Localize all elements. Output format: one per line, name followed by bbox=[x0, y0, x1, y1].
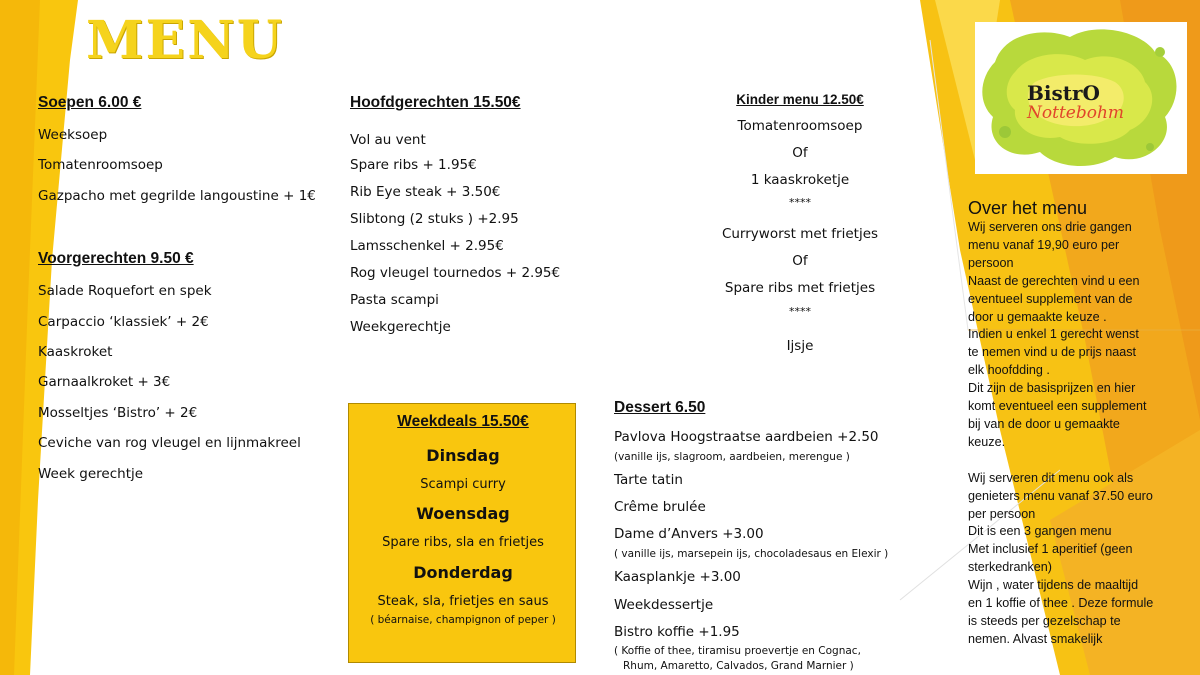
about-line: Wijn , water tijdens de maaltijd bbox=[968, 578, 1139, 593]
list-item: Week gerechtje bbox=[38, 466, 144, 482]
list-item: Crême brulée bbox=[614, 499, 706, 515]
list-item: Rib Eye steak + 3.50€ bbox=[350, 184, 501, 200]
logo-splash-icon bbox=[975, 22, 1187, 174]
about-line: en 1 koffie of thee . Deze formule bbox=[968, 596, 1154, 611]
about-line bbox=[968, 452, 1190, 470]
separator: **** bbox=[789, 196, 811, 209]
list-item: Kaasplankje +3.00 bbox=[614, 569, 741, 585]
list-item: Curryworst met frietjes bbox=[721, 226, 879, 242]
weekdeals-heading: Weekdeals 15.50€ bbox=[397, 413, 529, 430]
list-item: Spare ribs met frietjes bbox=[724, 280, 876, 296]
about-line: Wij serveren ons drie gangen bbox=[968, 220, 1132, 234]
about-line: Wij serveren dit menu ook als bbox=[968, 470, 1134, 485]
list-item: Ijsje bbox=[786, 338, 814, 354]
list-item: Mosseltjes ‘Bistro’ + 2€ bbox=[38, 405, 198, 421]
list-item: Rog vleugel tournedos + 2.95€ bbox=[350, 265, 561, 281]
list-item: Carpaccio ‘klassiek’ + 2€ bbox=[38, 314, 209, 330]
about-line: Dit zijn de basisprijzen en hier bbox=[968, 381, 1136, 396]
list-item: Bistro koffie +1.95 bbox=[614, 624, 740, 640]
list-item: Tomatenroomsoep bbox=[737, 118, 863, 134]
weekday-label: Donderdag bbox=[413, 563, 513, 582]
weekday-dish: Steak, sla, frietjes en saus bbox=[377, 594, 549, 609]
about-menu-section bbox=[968, 198, 1190, 649]
logo-line1: BistrO bbox=[1027, 81, 1100, 105]
about-line: Naast de gerechten vind u een bbox=[968, 273, 1140, 288]
list-item: Tomatenroomsoep bbox=[38, 157, 163, 173]
about-line: keuze. bbox=[968, 434, 1006, 449]
bistro-logo bbox=[975, 22, 1187, 174]
about-line: persoon bbox=[968, 255, 1014, 270]
list-item: Spare ribs + 1.95€ bbox=[350, 157, 477, 173]
list-item: Weekdessertje bbox=[614, 597, 714, 613]
sauce-note: ( béarnaise, champignon of peper ) bbox=[370, 614, 556, 626]
about-line: nemen. Alvast smakelijk bbox=[968, 631, 1103, 646]
list-item: Pasta scampi bbox=[350, 292, 439, 308]
list-item: Salade Roquefort en spek bbox=[38, 283, 212, 299]
list-item: Weekgerechtje bbox=[350, 319, 451, 335]
menu-title: MENU bbox=[86, 10, 285, 71]
list-item: Of bbox=[792, 253, 808, 269]
about-line: genieters menu vanaf 37.50 euro bbox=[968, 488, 1153, 503]
about-line: Met inclusief 1 aperitief (geen bbox=[968, 542, 1133, 557]
kinder-heading: Kinder menu 12.50€ bbox=[736, 92, 864, 107]
list-item: Weeksoep bbox=[38, 127, 108, 143]
list-item: Lamsschenkel + 2.95€ bbox=[350, 238, 504, 254]
soepen-heading: Soepen 6.00 € bbox=[38, 94, 142, 111]
hoofdgerechten-heading: Hoofdgerechten 15.50€ bbox=[350, 94, 521, 111]
list-item: Garnaalkroket + 3€ bbox=[38, 374, 171, 390]
about-line: menu vanaf 19,90 euro per bbox=[968, 237, 1120, 252]
list-item: Kaaskroket bbox=[38, 344, 113, 360]
about-line: sterkedranken) bbox=[968, 560, 1052, 575]
item-note: ( vanille ijs, marsepein ijs, chocoladesaus en Elexir ) bbox=[614, 548, 889, 560]
weekday-dish: Spare ribs, sla en frietjes bbox=[382, 535, 544, 550]
about-line: elk hoofdding . bbox=[968, 363, 1050, 378]
weekday-dish: Scampi curry bbox=[420, 477, 506, 492]
list-item: Gazpacho met gegrilde langoustine + 1€ bbox=[38, 188, 316, 204]
list-item: 1 kaaskroketje bbox=[750, 172, 850, 188]
weekday-label: Woensdag bbox=[416, 504, 510, 523]
dessert-heading: Dessert 6.50 bbox=[614, 399, 706, 416]
item-note: Rhum, Amaretto, Calvados, Grand Marnier ) bbox=[623, 660, 854, 672]
list-item: Of bbox=[792, 145, 808, 161]
about-line: door u gemaakte keuze . bbox=[968, 309, 1107, 324]
item-note: (vanille ijs, slagroom, aardbeien, merengue ) bbox=[614, 451, 850, 463]
about-line: Dit is een 3 gangen menu bbox=[968, 524, 1112, 539]
about-text bbox=[968, 219, 1190, 649]
list-item: Dame d’Anvers +3.00 bbox=[614, 526, 764, 542]
list-item: Vol au vent bbox=[350, 132, 426, 148]
separator: **** bbox=[789, 305, 811, 318]
about-heading: Over het menu bbox=[968, 198, 1088, 218]
weekday-label: Dinsdag bbox=[426, 446, 500, 465]
list-item: Tarte tatin bbox=[614, 472, 683, 488]
about-line: komt eventueel een supplement bbox=[968, 399, 1147, 414]
list-item: Slibtong (2 stuks ) +2.95 bbox=[350, 211, 519, 227]
item-note: ( Koffie of thee, tiramisu proevertje en Cognac, bbox=[614, 645, 861, 657]
about-line: is steeds per gezelschap te bbox=[968, 613, 1121, 628]
list-item: Pavlova Hoogstraatse aardbeien +2.50 bbox=[614, 429, 879, 445]
about-line: te nemen vind u de prijs naast bbox=[968, 345, 1137, 360]
voorgerechten-heading: Voorgerechten 9.50 € bbox=[38, 250, 194, 267]
list-item: Ceviche van rog vleugel en lijnmakreel bbox=[38, 435, 301, 451]
about-line: Indien u enkel 1 gerecht wenst bbox=[968, 327, 1139, 342]
about-line: eventueel supplement van de bbox=[968, 291, 1133, 306]
about-line: bij van de door u gemaakte bbox=[968, 416, 1120, 431]
logo-line2: Nottebohm bbox=[1027, 103, 1125, 123]
about-line: per persoon bbox=[968, 506, 1036, 521]
weekdeals-box bbox=[348, 403, 576, 663]
